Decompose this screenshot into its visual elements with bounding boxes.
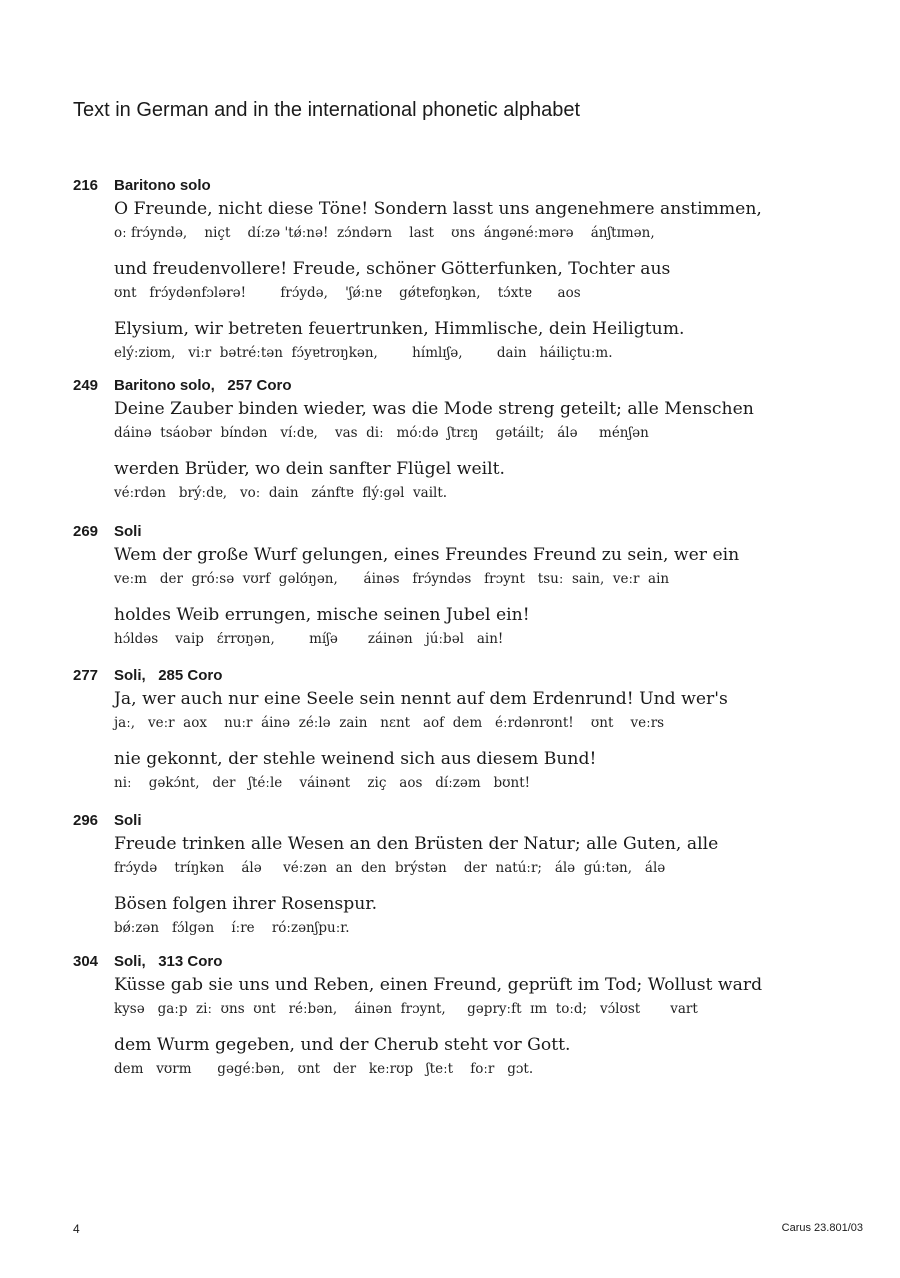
verse-section bbox=[73, 176, 873, 364]
german-text: werden Brüder, wo dein sanfter Flügel weilt. bbox=[114, 459, 506, 479]
german-text: Elysium, wir betreten feuertrunken, Himmlische, dein Heiligtum. bbox=[114, 319, 685, 339]
voice-label: Baritono solo, bbox=[114, 377, 215, 394]
lyric-line bbox=[114, 316, 873, 364]
verse-section bbox=[73, 952, 873, 1080]
german-text: holdes Weib errungen, mische seinen Jubel ein! bbox=[114, 605, 530, 625]
verse-section bbox=[73, 376, 873, 504]
ipa-transcription: ʊnt frɔ́ydənfɔlərə! frɔ́ydə, 'ʃǿːnɐ gǿtɐfʊŋkən, tɔ́xtɐ aos bbox=[114, 285, 581, 301]
catalog-number: Carus 23.801/03 bbox=[781, 1222, 863, 1234]
verse-section bbox=[73, 666, 873, 794]
lyric-line bbox=[114, 972, 873, 1020]
german-text: Küsse gab sie uns und Reben, einen Freund, geprüft im Tod; Wollust ward bbox=[114, 975, 763, 995]
ipa-transcription: dáinə tsáobər bíndən víːdɐ, vas diː móːdə ʃtrɛŋ gətáilt; álə ménʃən bbox=[114, 425, 649, 441]
ipa-transcription: veːm der gróːsə vʊrf gəlʊ́ŋən, áinəs frɔ́yndəs frɔynt tsuː sain, veːr ain bbox=[114, 571, 670, 587]
voice-label-secondary: 285 Coro bbox=[158, 667, 223, 684]
voice-label-secondary: 257 Coro bbox=[227, 377, 292, 394]
section-header bbox=[73, 376, 873, 396]
measure-number: 269 bbox=[73, 523, 99, 540]
german-text: O Freunde, nicht diese Töne! Sondern lasst uns angenehmere anstimmen, bbox=[114, 199, 762, 219]
ipa-transcription: jaː, veːr aox nuːr áinə zéːlə zain nɛnt aof dem éːrdənrʊnt! ʊnt veːrs bbox=[114, 715, 665, 731]
german-text: nie gekonnt, der stehle weinend sich aus diesem Bund! bbox=[114, 749, 597, 769]
german-text: Wem der große Wurf gelungen, eines Freundes Freund zu sein, wer ein bbox=[114, 545, 740, 565]
section-header bbox=[73, 811, 873, 831]
lyric-line bbox=[114, 602, 873, 650]
verse-section bbox=[73, 522, 873, 650]
german-text: Deine Zauber binden wieder, was die Mode streng geteilt; alle Menschen bbox=[114, 399, 754, 419]
lyric-line bbox=[114, 1032, 873, 1080]
lyric-line bbox=[114, 256, 873, 304]
lyric-line bbox=[114, 831, 873, 879]
page-number: 4 bbox=[73, 1222, 80, 1236]
voice-label: Soli bbox=[114, 812, 142, 829]
ipa-transcription: elýːziʊm, viːr bətréːtən fɔ́yɐtrʊŋkən, hímlɪʃə, dain háiliçtuːm. bbox=[114, 345, 613, 361]
measure-number: 249 bbox=[73, 377, 99, 394]
ipa-transcription: véːrdən brýːdɐ, voː dain zánftɐ flýːgəl vailt. bbox=[114, 485, 448, 501]
verse-section bbox=[73, 811, 873, 939]
lyric-line bbox=[114, 542, 873, 590]
section-header bbox=[73, 522, 873, 542]
page-title: Text in German and in the international phonetic alphabet bbox=[73, 99, 581, 121]
german-text: Freude trinken alle Wesen an den Brüsten der Natur; alle Guten, alle bbox=[114, 834, 719, 854]
measure-number: 304 bbox=[73, 953, 99, 970]
section-header bbox=[73, 666, 873, 686]
german-text: und freudenvollere! Freude, schöner Götterfunken, Tochter aus bbox=[114, 259, 671, 279]
ipa-transcription: oː frɔ́yndə, niçt díːzə 'tǿːnə! zɔ́ndərn last ʊns ángənéːmərə ánʃtɪmən, bbox=[114, 225, 655, 241]
section-header bbox=[73, 952, 873, 972]
lyric-line bbox=[114, 686, 873, 734]
measure-number: 216 bbox=[73, 177, 99, 194]
voice-label: Soli bbox=[114, 523, 142, 540]
german-text: Ja, wer auch nur eine Seele sein nennt auf dem Erdenrund! Und wer's bbox=[114, 689, 728, 709]
lyric-line bbox=[114, 196, 873, 244]
german-text: Bösen folgen ihrer Rosenspur. bbox=[114, 894, 378, 914]
lyric-line bbox=[114, 746, 873, 794]
measure-number: 277 bbox=[73, 667, 99, 684]
lyric-line bbox=[114, 891, 873, 939]
voice-label: Baritono solo bbox=[114, 177, 211, 194]
ipa-transcription: bǿːzən fɔ́lgən íːre róːzənʃpuːr. bbox=[114, 920, 350, 936]
voice-label: Soli, bbox=[114, 953, 146, 970]
voice-label-secondary: 313 Coro bbox=[158, 953, 223, 970]
ipa-transcription: kysə gaːp ziː ʊns ʊnt réːbən, áinən frɔynt, gəpryːft ɪm toːd; vɔ́lʊst vart bbox=[114, 1001, 698, 1017]
ipa-transcription: hɔ́ldəs vaip ɛ́rrʊŋən, míʃə záinən júːbəl ain! bbox=[114, 631, 504, 647]
german-text: dem Wurm gegeben, und der Cherub steht vor Gott. bbox=[114, 1035, 571, 1055]
section-header bbox=[73, 176, 873, 196]
lyric-line bbox=[114, 456, 873, 504]
ipa-transcription: frɔ́ydə tríŋkən álə véːzən an den brýstən der natúːr; álə gúːtən, álə bbox=[114, 860, 666, 876]
lyric-line bbox=[114, 396, 873, 444]
ipa-transcription: dem vʊrm gəgéːbən, ʊnt der keːrʊp ʃteːt foːr gɔt. bbox=[114, 1061, 534, 1077]
voice-label: Soli, bbox=[114, 667, 146, 684]
ipa-transcription: niː gəkɔ́nt, der ʃtéːle váinənt ziç aos díːzəm bʊnt! bbox=[114, 775, 531, 791]
measure-number: 296 bbox=[73, 812, 99, 829]
